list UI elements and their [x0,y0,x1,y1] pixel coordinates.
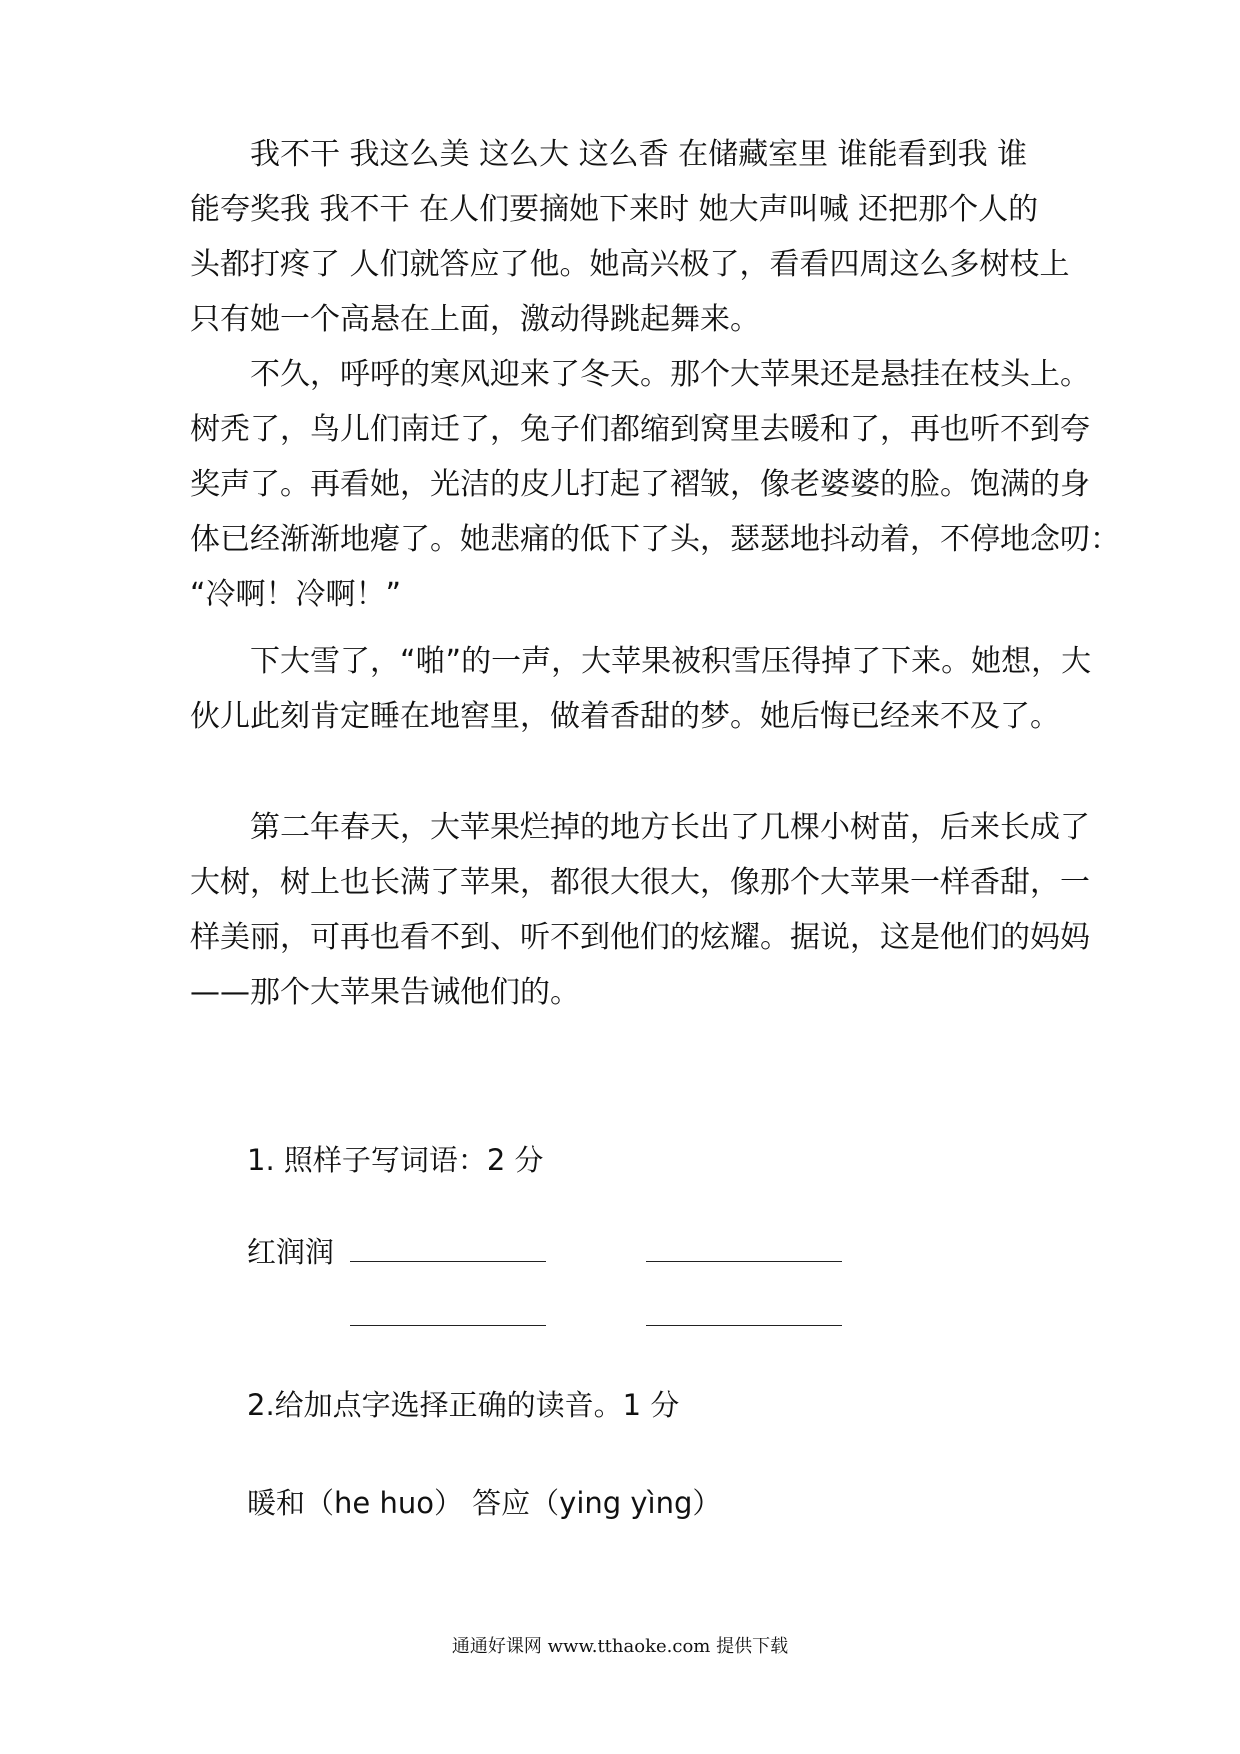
text-line: 奖声了。再看她，光洁的皮儿打起了褶皱，像老婆婆的脸。饱满的身 [190,467,1090,502]
pronunciation-options: 暖和（he huo） 答应（ying yìng） [247,1486,722,1520]
text-line: 大树，树上也长满了苹果，都很大很大，像那个大苹果一样香甜，一 [190,865,1090,900]
answer-blank[interactable] [646,1325,842,1326]
text-line: 伙儿此刻肯定睡在地窖里，做着香甜的梦。她后悔已经来不及了。 [190,699,1060,734]
question-1-title: 1. 照样子写词语：2 分 [247,1143,544,1177]
paragraph-3 [190,634,1092,744]
footer-credit: 通通好课网 www.tthaoke.com 提供下载 [451,1636,789,1657]
text-line: 第二年春天，大苹果烂掉的地方长出了几棵小树苗，后来长成了 [190,810,1090,845]
paragraph-4 [190,800,1090,1020]
question-2-title: 2.给加点字选择正确的读音。1 分 [247,1388,680,1422]
text-line: 能夸奖我 我不干 在人们要摘她下来时 她大声叫喊 还把那个人的 [190,192,1039,227]
answer-blank[interactable] [350,1325,546,1326]
paragraph-2 [190,347,1120,622]
text-line: 只有她一个高悬在上面，激动得跳起舞来。 [190,302,760,337]
text-line: 体已经渐渐地瘪了。她悲痛的低下了头，瑟瑟地抖动着，不停地念叨： [190,522,1120,557]
text-line: 头都打疼了 人们就答应了他。她高兴极了，看看四周这么多树枝上 [190,247,1070,282]
example-word: 红润润 [247,1235,335,1269]
text-line: 树秃了，鸟儿们南迁了，兔子们都缩到窝里去暖和了，再也听不到夸 [190,412,1090,447]
text-line: 我不干 我这么美 这么大 这么香 在储藏室里 谁能看到我 谁 [190,137,1028,172]
text-line: 样美丽，可再也看不到、听不到他们的炫耀。据说，这是他们的妈妈 [190,920,1090,955]
text-line: 下大雪了，“啪”的一声，大苹果被积雪压得掉了下来。她想，大 [190,644,1092,679]
paragraph-1 [190,127,1070,347]
text-line: ——那个大苹果告诫他们的。 [190,975,580,1010]
answer-blank[interactable] [350,1261,546,1262]
text-line: 不久，呼呼的寒风迎来了冬天。那个大苹果还是悬挂在枝头上。 [190,357,1090,392]
answer-blank[interactable] [646,1261,842,1262]
text-line: “冷啊！冷啊！” [190,577,402,612]
